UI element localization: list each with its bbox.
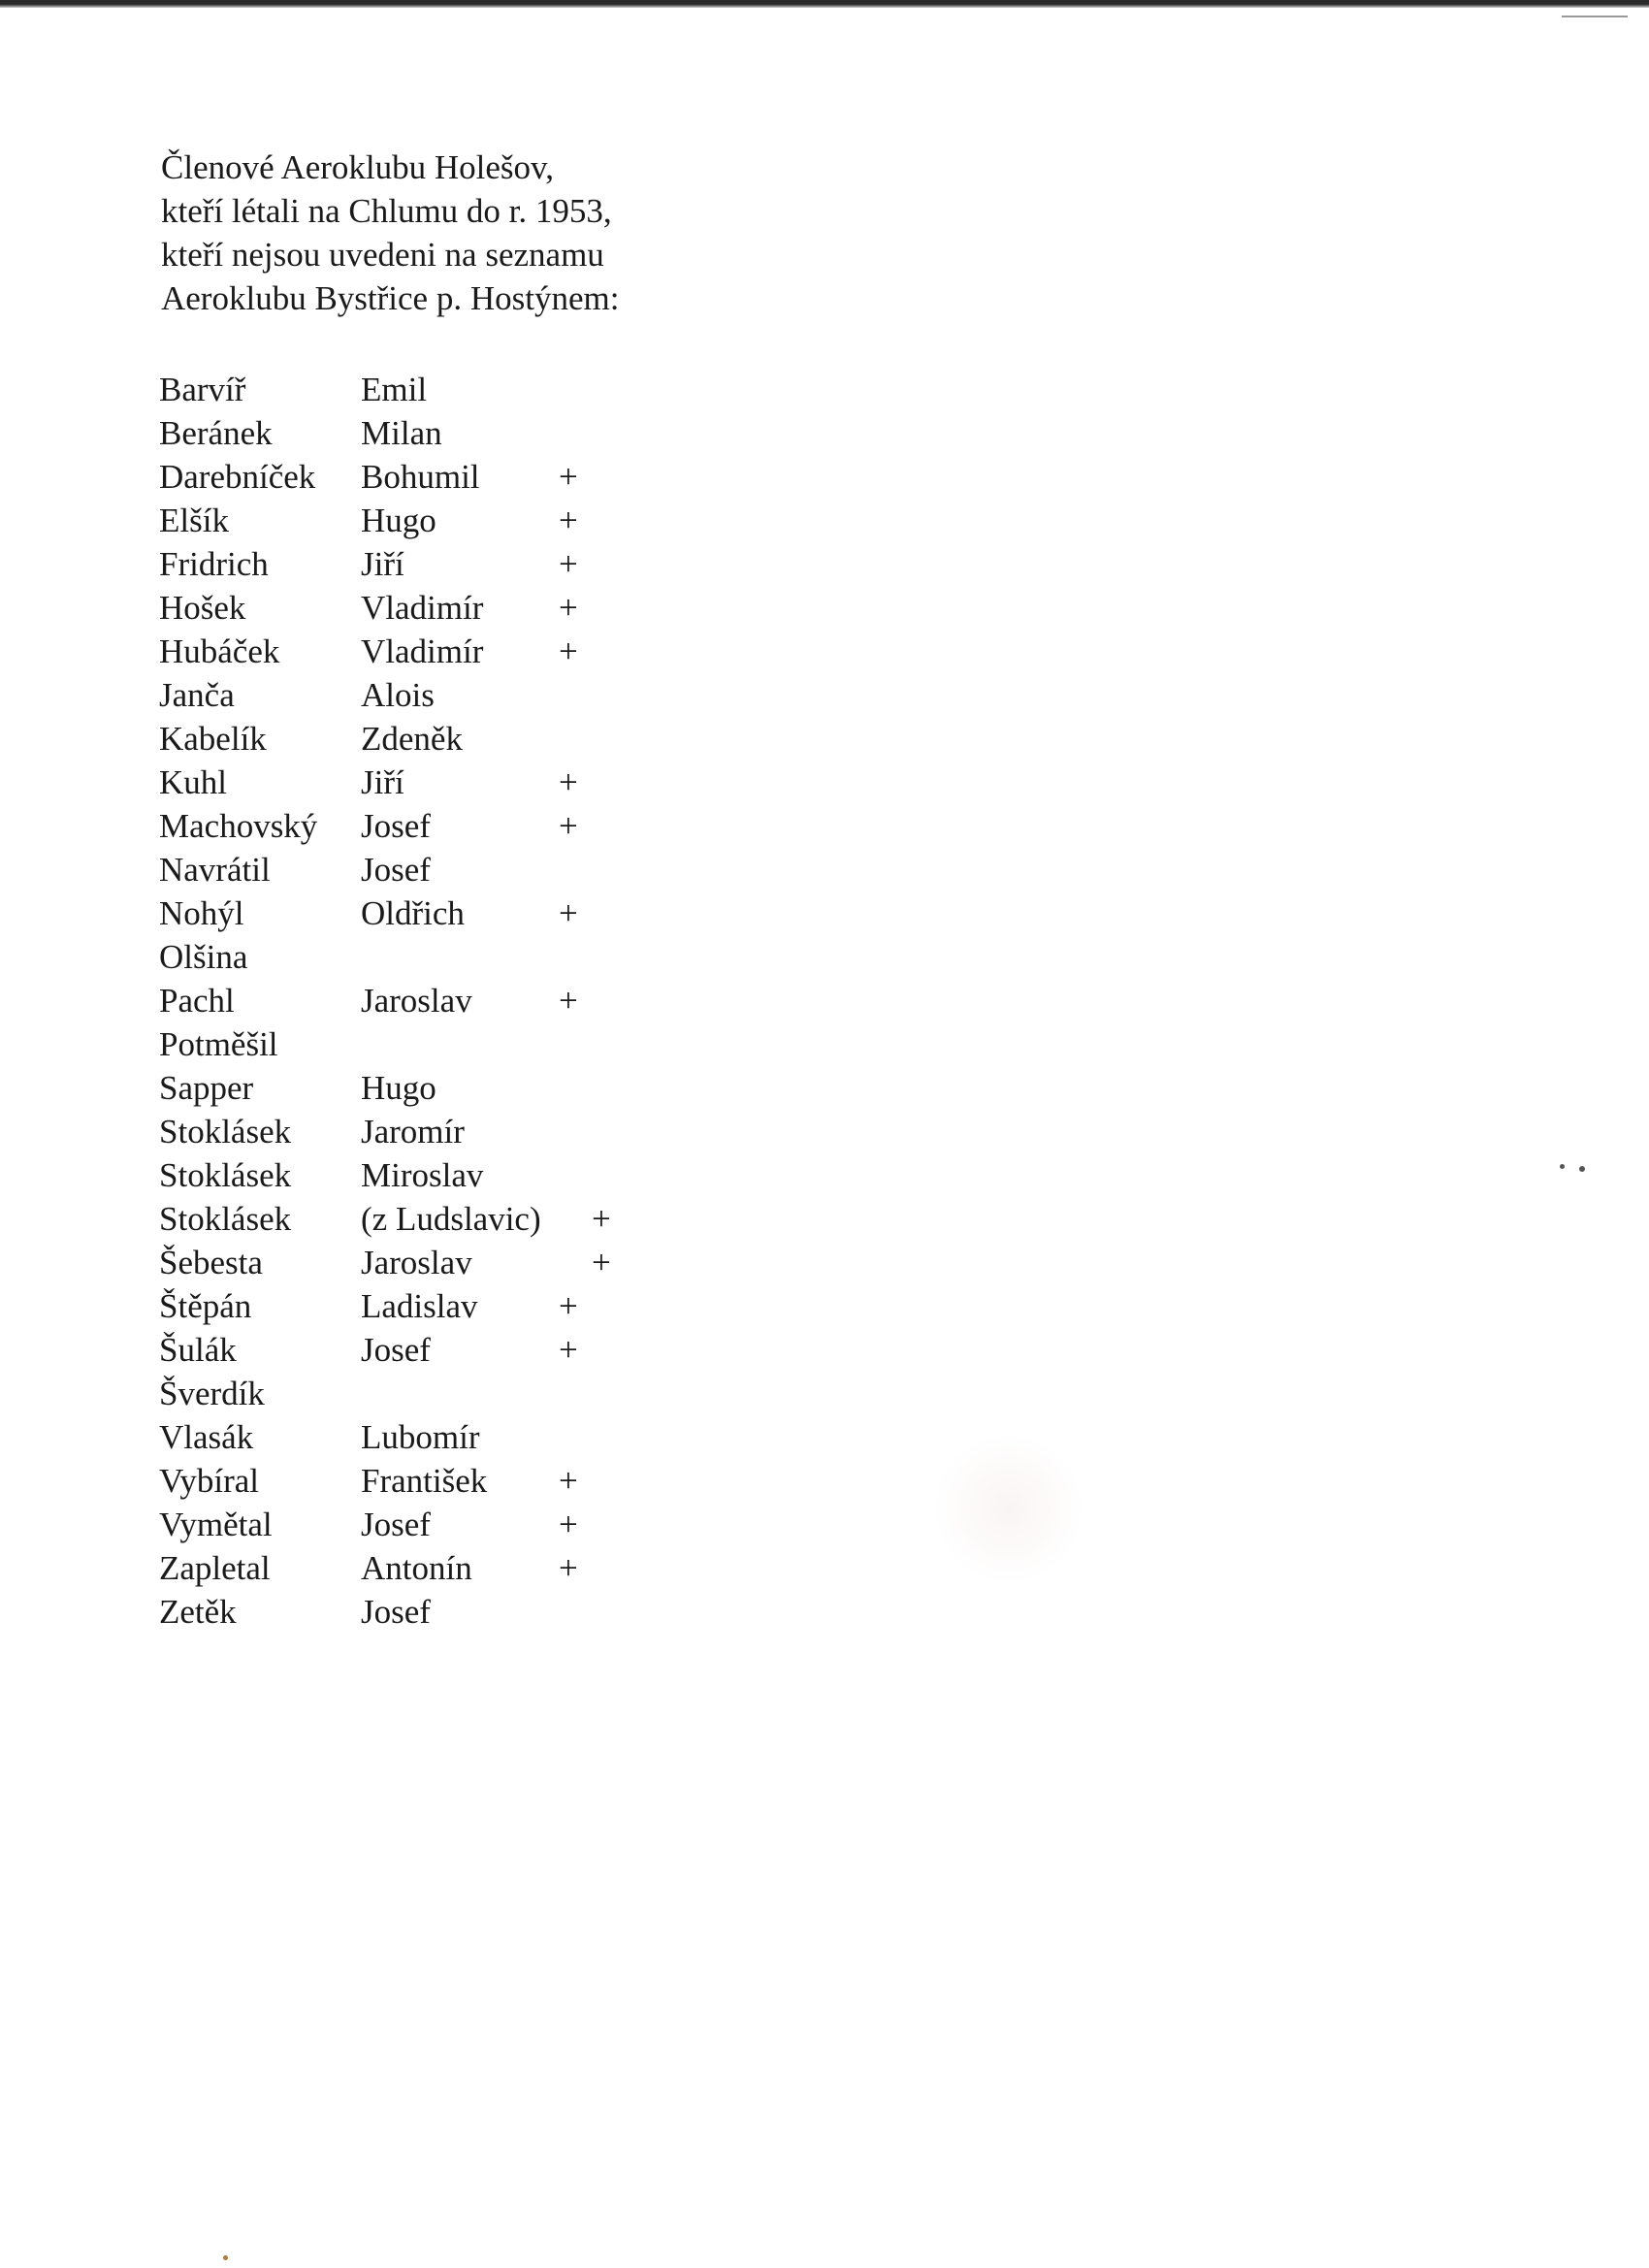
list-item <box>159 1546 663 1590</box>
deceased-mark: + <box>559 894 578 932</box>
list-item <box>159 542 663 586</box>
member-surname: Darebníček <box>159 458 316 496</box>
member-surname: Zetěk <box>159 1593 237 1631</box>
member-given-name: Miroslav <box>361 1156 484 1194</box>
list-item <box>159 891 663 935</box>
deceased-mark: + <box>559 1506 578 1543</box>
scan-top-edge <box>0 0 1649 8</box>
member-surname: Stoklásek <box>159 1156 292 1194</box>
member-given-name: Vladimír <box>361 632 484 670</box>
member-given-name: Jiří <box>361 545 404 583</box>
member-given-name: Hugo <box>361 1069 436 1107</box>
member-surname: Kabelík <box>159 720 267 758</box>
deceased-mark: + <box>592 1200 611 1238</box>
list-item <box>159 1066 663 1110</box>
deceased-mark: + <box>559 502 578 539</box>
member-surname: Hošek <box>159 589 246 627</box>
deceased-mark: + <box>559 1462 578 1500</box>
deceased-mark: + <box>559 632 578 670</box>
member-given-name: Jaroslav <box>361 1244 472 1281</box>
list-item <box>159 1328 663 1372</box>
member-surname: Beránek <box>159 414 273 452</box>
member-surname: Barvíř <box>159 371 246 408</box>
deceased-mark: + <box>559 1549 578 1587</box>
list-item <box>159 1503 663 1546</box>
member-surname: Vymětal <box>159 1506 273 1543</box>
list-item <box>159 1590 663 1634</box>
member-surname: Zapletal <box>159 1549 271 1587</box>
heading-line-3: kteří nejsou uvedeni na seznamu <box>161 236 604 274</box>
member-surname: Fridrich <box>159 545 269 583</box>
member-surname: Kuhl <box>159 763 227 801</box>
member-given-name: Lubomír <box>361 1418 480 1456</box>
member-given-name: Milan <box>361 414 442 452</box>
member-surname: Potměšil <box>159 1025 278 1063</box>
member-given-name: Josef <box>361 807 431 845</box>
deceased-mark: + <box>559 982 578 1020</box>
member-surname: Vlasák <box>159 1418 254 1456</box>
heading-line-4: Aeroklubu Bystřice p. Hostýnem: <box>161 279 620 317</box>
list-item <box>159 586 663 630</box>
list-item <box>159 1110 663 1153</box>
member-given-name: Jaroslav <box>361 982 472 1020</box>
member-surname: Janča <box>159 676 235 714</box>
member-surname: Hubáček <box>159 632 280 670</box>
list-item <box>159 804 663 848</box>
deceased-mark: + <box>559 1287 578 1325</box>
member-given-name: (z Ludslavic) <box>361 1200 541 1238</box>
list-item <box>159 848 663 891</box>
heading-line-1: Členové Aeroklubu Holešov, <box>161 148 555 186</box>
list-item <box>159 1022 663 1066</box>
member-given-name: Josef <box>361 1331 431 1369</box>
member-given-name: Josef <box>361 851 431 889</box>
member-given-name: Jiří <box>361 763 404 801</box>
member-surname: Štěpán <box>159 1287 252 1325</box>
member-surname: Šebesta <box>159 1244 263 1281</box>
list-item <box>159 761 663 804</box>
member-surname: Stoklásek <box>159 1113 292 1150</box>
member-surname: Šulák <box>159 1331 237 1369</box>
list-item <box>159 455 663 499</box>
list-item <box>159 630 663 673</box>
deceased-mark: + <box>592 1244 611 1281</box>
deceased-mark: + <box>559 545 578 583</box>
member-given-name: Ladislav <box>361 1287 478 1325</box>
list-item <box>159 1372 663 1415</box>
list-item <box>159 979 663 1022</box>
deceased-mark: + <box>559 458 578 496</box>
paper-speck <box>223 2255 228 2260</box>
paper-speck <box>1560 1164 1565 1169</box>
member-surname: Stoklásek <box>159 1200 292 1238</box>
member-list <box>159 368 663 1634</box>
scan-mark-top-right <box>1562 16 1628 17</box>
member-surname: Machovský <box>159 807 318 845</box>
list-item <box>159 1197 663 1241</box>
member-given-name: Emil <box>361 371 428 408</box>
member-given-name: Bohumil <box>361 458 480 496</box>
list-item <box>159 1153 663 1197</box>
member-given-name: Antonín <box>361 1549 472 1587</box>
member-given-name: Alois <box>361 676 435 714</box>
member-given-name: Hugo <box>361 502 436 539</box>
deceased-mark: + <box>559 589 578 627</box>
list-item <box>159 1241 663 1284</box>
member-given-name: Zdeněk <box>361 720 463 758</box>
member-given-name: Jaromír <box>361 1113 465 1150</box>
list-item <box>159 1284 663 1328</box>
member-surname: Vybíral <box>159 1462 260 1500</box>
list-item <box>159 1459 663 1503</box>
heading-line-2: kteří létali na Chlumu do r. 1953, <box>161 192 612 230</box>
list-item <box>159 368 663 411</box>
member-surname: Elšík <box>159 502 229 539</box>
list-item <box>159 499 663 542</box>
member-surname: Šverdík <box>159 1375 265 1412</box>
list-item <box>159 935 663 979</box>
member-given-name: Josef <box>361 1593 431 1631</box>
list-item <box>159 717 663 761</box>
member-surname: Nohýl <box>159 894 244 932</box>
member-given-name: Josef <box>361 1506 431 1543</box>
member-surname: Navrátil <box>159 851 271 889</box>
member-given-name: Vladimír <box>361 589 484 627</box>
deceased-mark: + <box>559 1331 578 1369</box>
list-item <box>159 411 663 455</box>
paper-speck <box>1579 1166 1585 1172</box>
member-given-name: František <box>361 1462 488 1500</box>
member-surname: Olšina <box>159 938 248 976</box>
document-heading <box>161 146 619 320</box>
list-item <box>159 1415 663 1459</box>
paper-stain <box>931 1436 1086 1581</box>
member-given-name: Oldřich <box>361 894 465 932</box>
member-surname: Sapper <box>159 1069 254 1107</box>
list-item <box>159 673 663 717</box>
member-surname: Pachl <box>159 982 235 1020</box>
deceased-mark: + <box>559 807 578 845</box>
deceased-mark: + <box>559 763 578 801</box>
